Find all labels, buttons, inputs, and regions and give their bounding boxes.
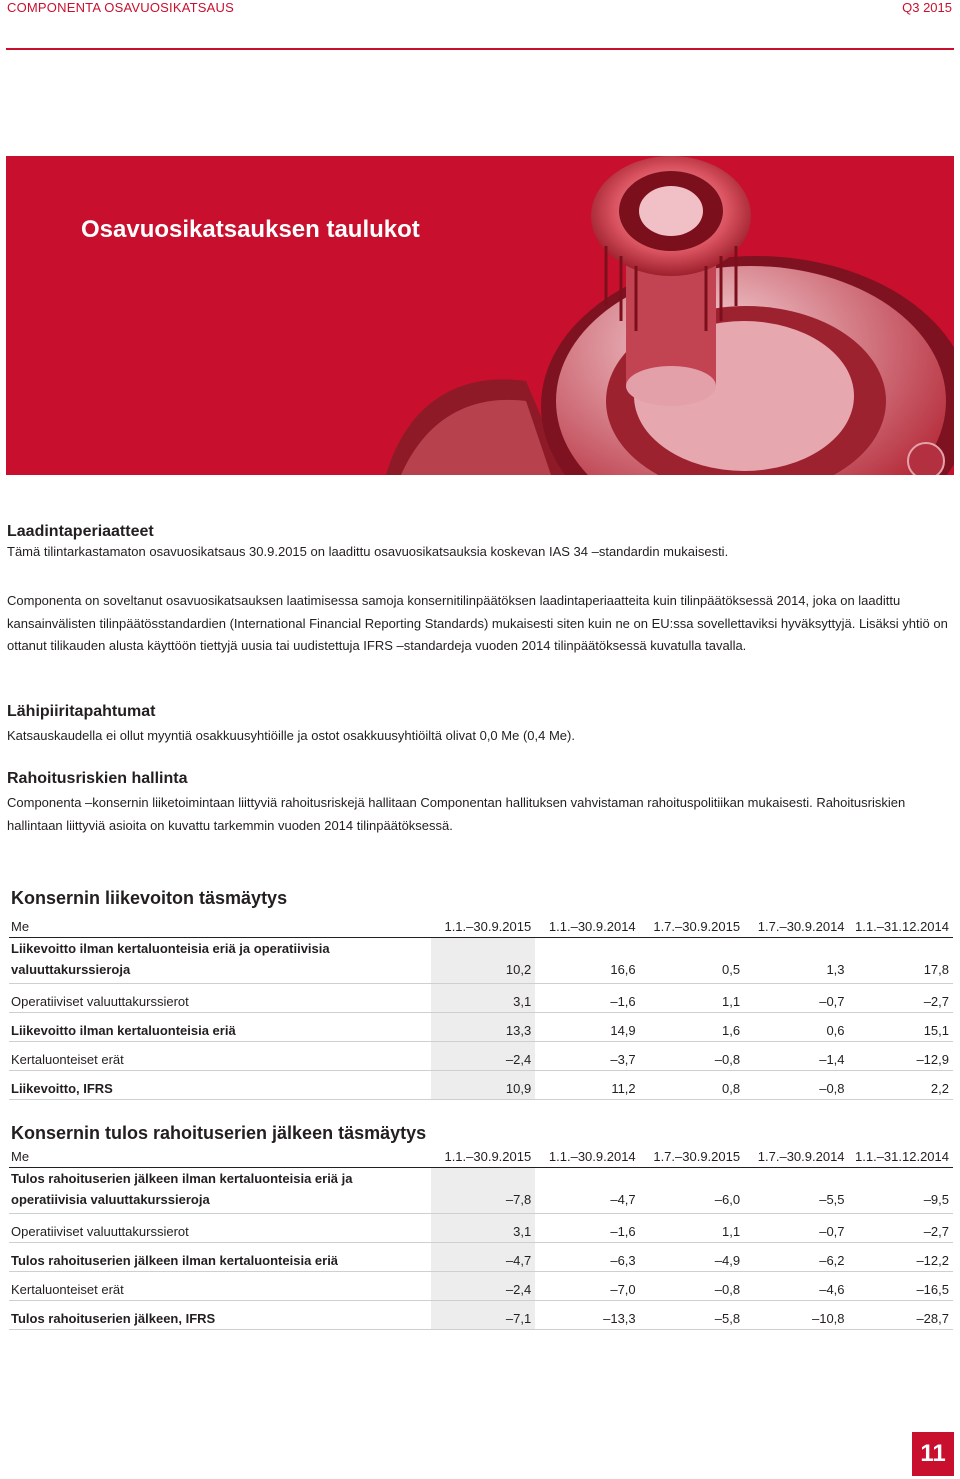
cell-value: 16,6 — [535, 938, 639, 984]
cell-value: 1,1 — [640, 1214, 744, 1243]
cell-value: 3,1 — [431, 984, 535, 1013]
cell-value: –12,9 — [849, 1042, 953, 1071]
gear-shaft-illustration — [6, 156, 954, 475]
table-row — [9, 1071, 953, 1100]
cell-value: –4,7 — [431, 1243, 535, 1272]
cell-value: –6,3 — [535, 1243, 639, 1272]
cell-value: –5,5 — [744, 1168, 848, 1214]
page-number: 11 — [912, 1432, 954, 1476]
table-row — [9, 1042, 953, 1071]
table-row — [9, 984, 953, 1013]
cell-value: 10,2 — [431, 938, 535, 984]
column-header: 1.7.–30.9.2014 — [744, 915, 848, 938]
cell-value: 10,9 — [431, 1071, 535, 1100]
section-heading-rahoitusriskien-hallinta: Rahoitusriskien hallinta — [7, 770, 188, 787]
header-company: COMPONENTA OSAVUOSIKATSAUS — [7, 0, 234, 15]
cell-value: –7,0 — [535, 1272, 639, 1301]
column-header: 1.1.–30.9.2015 — [431, 1145, 535, 1168]
cell-value: –0,8 — [744, 1071, 848, 1100]
cell-value: –2,7 — [849, 984, 953, 1013]
section-paragraph: Tämä tilintarkastamaton osavuosikatsaus 30.9.2015 on laadittu osavuosikatsauksia koskevan IAS 34 –standardin mukaisesti. — [7, 544, 729, 559]
hero-banner — [6, 156, 954, 475]
cell-value: 14,9 — [535, 1013, 639, 1042]
cell-value: 17,8 — [849, 938, 953, 984]
column-header: 1.7.–30.9.2014 — [744, 1145, 848, 1168]
table-row — [9, 1243, 953, 1272]
row-label: Liikevoitto, IFRS — [9, 1071, 431, 1100]
cell-value: –0,7 — [744, 984, 848, 1013]
cell-value: 13,3 — [431, 1013, 535, 1042]
row-label: Liikevoitto ilman kertaluonteisia eriä — [9, 1013, 431, 1042]
row-label: Liikevoitto ilman kertaluonteisia eriä ja operatiivisia valuuttakurssieroja — [9, 938, 431, 984]
liikevoitto-table — [9, 915, 953, 1100]
cell-value: 3,1 — [431, 1214, 535, 1243]
hero-title: Osavuosikatsauksen taulukot — [81, 216, 420, 243]
section-heading-lahipiiritapahtumat: Lähipiiritapahtumat — [7, 703, 156, 720]
cell-value: 11,2 — [535, 1071, 639, 1100]
cell-value: –12,2 — [849, 1243, 953, 1272]
row-label: Tulos rahoituserien jälkeen ilman kertaluonteisia eriä — [9, 1243, 431, 1272]
row-label: Operatiiviset valuuttakurssierot — [9, 984, 431, 1013]
section-paragraph: Katsauskaudella ei ollut myyntiä osakkuusyhtiöille ja ostot osakkuusyhtiöiltä olivat 0,0 Me (0,4 Me). — [7, 728, 575, 743]
header-rule — [6, 48, 954, 50]
cell-value: –0,7 — [744, 1214, 848, 1243]
cell-value: 0,5 — [640, 938, 744, 984]
cell-value: 15,1 — [849, 1013, 953, 1042]
row-label: Tulos rahoituserien jälkeen, IFRS — [9, 1301, 431, 1330]
column-header: 1.1.–30.9.2014 — [535, 1145, 639, 1168]
cell-value: 1,3 — [744, 938, 848, 984]
section-paragraph: Componenta –konsernin liiketoimintaan liittyviä rahoitusriskejä hallitaan Componentan hallituksen vahvistaman rahoituspolitiikan mukaisesti. Rahoitusriskien hallintaan liittyviä asioita on kuvattu tarkemmin vuoden 2014 tilinpäätöksessä. — [7, 795, 906, 833]
cell-value: –7,8 — [431, 1168, 535, 1214]
table-header-row — [9, 915, 953, 938]
section-paragraph: Componenta on soveltanut osavuosikatsauksen laatimisessa samoja konsernitilinpäätöksen laadintaperiaatteita kuin tilinpäätöksessä 2014, joka on laadittu kansainvälisten tilinpäätösstandardien (International Financial Reporting Standards) mukaisesti siten kuin ne on EU:ssa sovellettaviksi hyväksyttyjä. Lisäksi yhtiö on ottanut tilikauden alusta käyttöön tiettyjä uusia tai uudistettuja IFRS –standardeja vuoden 2014 tilinpäätöksessä kuvatulla tavalla. — [7, 593, 948, 653]
column-header: 1.1.–30.9.2015 — [431, 915, 535, 938]
row-label: Operatiiviset valuuttakurssierot — [9, 1214, 431, 1243]
table-row — [9, 938, 953, 984]
cell-value: 1,1 — [640, 984, 744, 1013]
column-header: 1.1.–31.12.2014 — [849, 915, 953, 938]
table-row — [9, 1272, 953, 1301]
cell-value: –1,4 — [744, 1042, 848, 1071]
cell-value: –10,8 — [744, 1301, 848, 1330]
cell-value: –13,3 — [535, 1301, 639, 1330]
column-header: Me — [9, 915, 431, 938]
table-row — [9, 1013, 953, 1042]
cell-value: –5,8 — [640, 1301, 744, 1330]
row-label: Kertaluonteiset erät — [9, 1272, 431, 1301]
column-header: Me — [9, 1145, 431, 1168]
cell-value: –4,6 — [744, 1272, 848, 1301]
cell-value: –2,4 — [431, 1042, 535, 1071]
cell-value: –0,8 — [640, 1272, 744, 1301]
table-title-tulos-rahoituserien: Konsernin tulos rahoituserien jälkeen täsmäytys — [11, 1123, 427, 1143]
table-row — [9, 1168, 953, 1214]
header-period: Q3 2015 — [902, 0, 952, 15]
cell-value: –1,6 — [535, 1214, 639, 1243]
cell-value: 2,2 — [849, 1071, 953, 1100]
cell-value: –4,7 — [535, 1168, 639, 1214]
table-title-liikevoitto: Konsernin liikevoiton täsmäytys — [11, 888, 288, 908]
tulos-rahoituserien-table — [9, 1145, 953, 1330]
cell-value: –4,9 — [640, 1243, 744, 1272]
cell-value: –0,8 — [640, 1042, 744, 1071]
cell-value: 1,6 — [640, 1013, 744, 1042]
cell-value: 0,6 — [744, 1013, 848, 1042]
cell-value: –6,0 — [640, 1168, 744, 1214]
row-label: Tulos rahoituserien jälkeen ilman kertaluonteisia eriä ja operatiivisia valuuttakurssieroja — [9, 1168, 431, 1214]
table-row — [9, 1214, 953, 1243]
column-header: 1.1.–31.12.2014 — [849, 1145, 953, 1168]
cell-value: –3,7 — [535, 1042, 639, 1071]
cell-value: –2,7 — [849, 1214, 953, 1243]
column-header: 1.7.–30.9.2015 — [640, 1145, 744, 1168]
cell-value: –6,2 — [744, 1243, 848, 1272]
section-heading-laadintaperiaatteet: Laadintaperiaatteet — [7, 523, 154, 540]
cell-value: –9,5 — [849, 1168, 953, 1214]
cell-value: –28,7 — [849, 1301, 953, 1330]
cell-value: –16,5 — [849, 1272, 953, 1301]
cell-value: –2,4 — [431, 1272, 535, 1301]
column-header: 1.7.–30.9.2015 — [640, 915, 744, 938]
row-label: Kertaluonteiset erät — [9, 1042, 431, 1071]
cell-value: 0,8 — [640, 1071, 744, 1100]
table-header-row — [9, 1145, 953, 1168]
cell-value: –7,1 — [431, 1301, 535, 1330]
cell-value: –1,6 — [535, 984, 639, 1013]
column-header: 1.1.–30.9.2014 — [535, 915, 639, 938]
table-row — [9, 1301, 953, 1330]
